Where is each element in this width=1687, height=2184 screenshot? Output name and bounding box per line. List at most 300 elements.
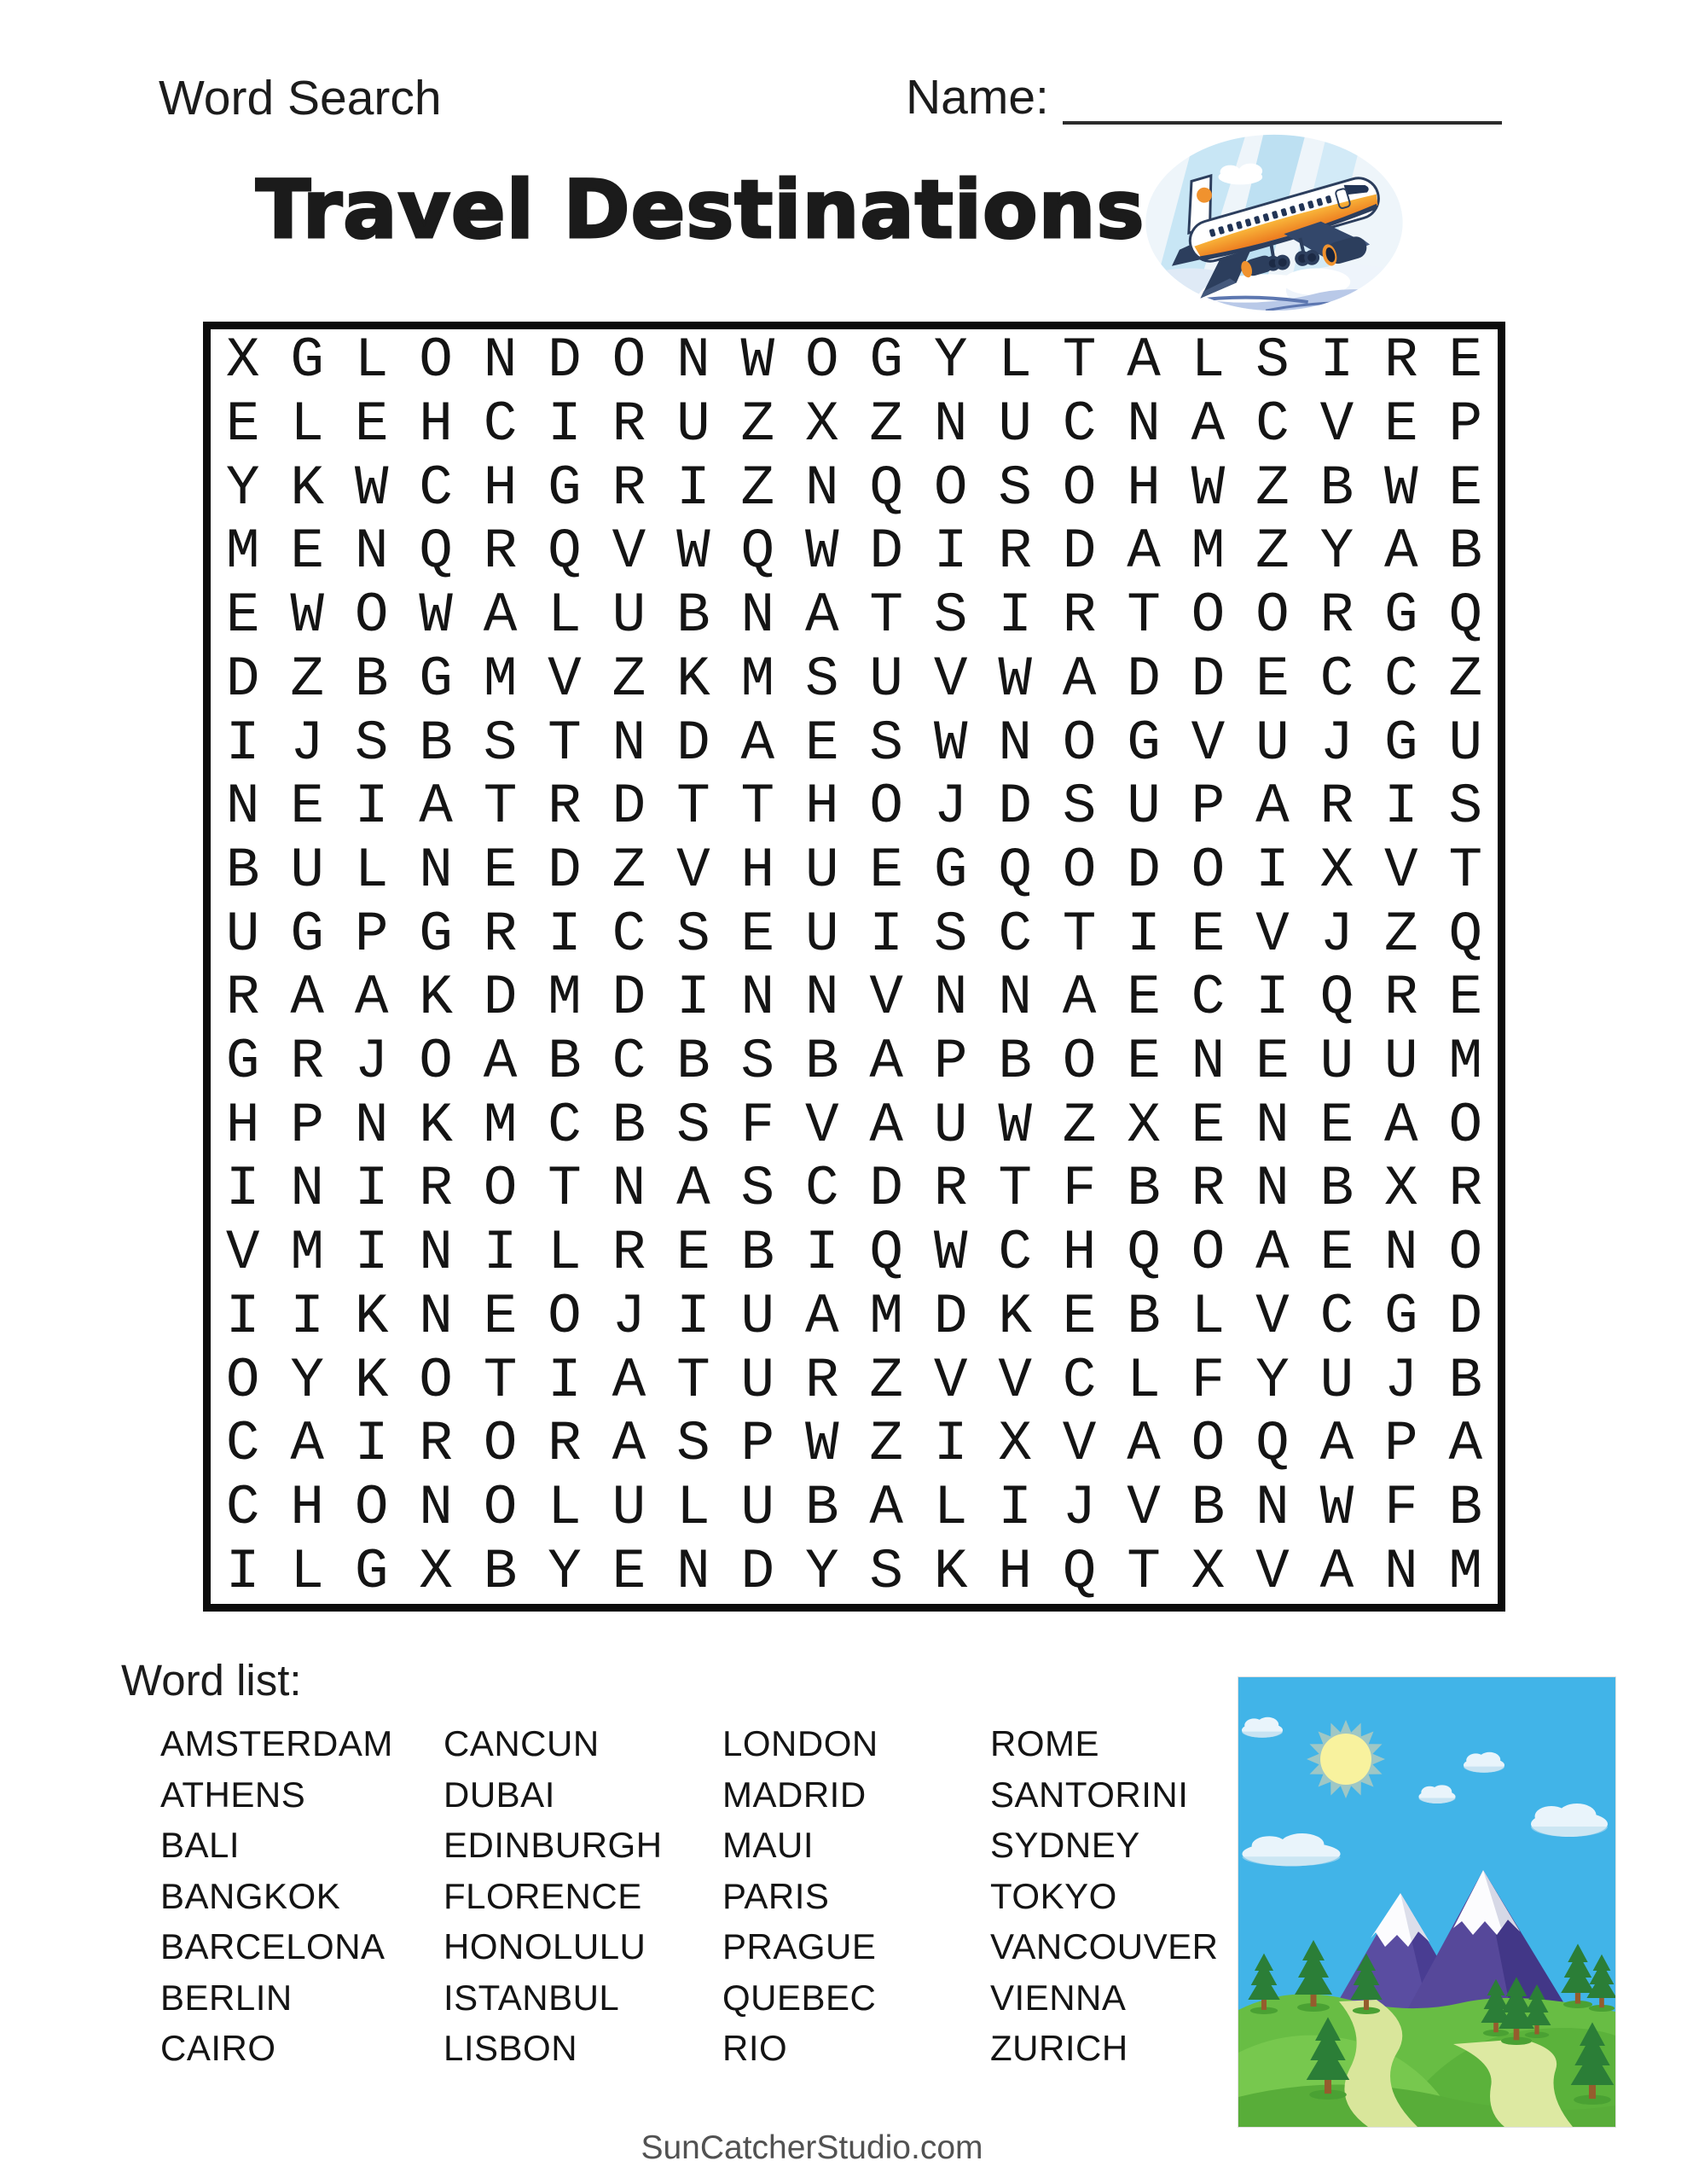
grid-cell[interactable]: A — [1448, 1412, 1483, 1477]
grid-cell[interactable]: Y — [548, 1539, 582, 1604]
grid-cell[interactable]: C — [1191, 966, 1226, 1031]
grid-cell[interactable]: J — [354, 1030, 389, 1095]
grid-cell[interactable]: M — [1448, 1030, 1483, 1095]
grid-cell[interactable]: B — [740, 1221, 775, 1286]
grid-cell[interactable]: V — [804, 1093, 839, 1158]
grid-cell[interactable]: D — [612, 775, 646, 839]
grid-cell[interactable]: T — [1062, 328, 1097, 393]
grid-cell[interactable]: I — [225, 711, 260, 775]
grid-cell[interactable]: V — [1384, 838, 1418, 903]
grid-cell[interactable]: Y — [290, 1348, 324, 1413]
grid-cell[interactable]: M — [1191, 520, 1226, 584]
grid-cell[interactable]: E — [225, 392, 260, 457]
grid-cell[interactable]: B — [612, 1093, 646, 1158]
grid-cell[interactable]: U — [612, 1475, 646, 1540]
grid-cell[interactable]: L — [933, 1475, 968, 1540]
grid-cell[interactable]: R — [612, 1221, 646, 1286]
grid-cell[interactable]: O — [1448, 1221, 1483, 1286]
grid-cell[interactable]: W — [676, 520, 710, 584]
grid-cell[interactable]: L — [998, 328, 1032, 393]
grid-cell[interactable]: P — [740, 1412, 775, 1477]
grid-cell[interactable]: S — [998, 456, 1032, 520]
grid-cell[interactable]: B — [1448, 520, 1483, 584]
grid-cell[interactable]: F — [1062, 1157, 1097, 1222]
grid-cell[interactable]: N — [1384, 1221, 1418, 1286]
grid-cell[interactable]: N — [676, 1539, 710, 1604]
grid-cell[interactable]: G — [354, 1539, 389, 1604]
grid-cell[interactable]: Z — [869, 392, 904, 457]
grid-cell[interactable]: J — [1384, 1348, 1418, 1413]
grid-cell[interactable]: H — [804, 775, 839, 839]
grid-cell[interactable]: U — [225, 902, 260, 967]
grid-cell[interactable]: A — [869, 1093, 904, 1158]
grid-cell[interactable]: G — [933, 838, 968, 903]
grid-cell[interactable]: A — [1062, 966, 1097, 1031]
grid-cell[interactable]: R — [548, 1412, 582, 1477]
grid-cell[interactable]: O — [1191, 838, 1226, 903]
grid-cell[interactable]: D — [869, 1157, 904, 1222]
grid-cell[interactable]: S — [1448, 775, 1483, 839]
grid-cell[interactable]: N — [419, 1475, 453, 1540]
grid-cell[interactable]: O — [869, 775, 904, 839]
grid-cell[interactable]: V — [1255, 1284, 1290, 1349]
grid-cell[interactable]: S — [740, 1157, 775, 1222]
grid-cell[interactable]: L — [1191, 328, 1226, 393]
grid-cell[interactable]: L — [548, 1475, 582, 1540]
grid-cell[interactable]: N — [933, 392, 968, 457]
grid-cell[interactable]: A — [1127, 328, 1161, 393]
grid-cell[interactable]: I — [998, 584, 1032, 648]
grid-cell[interactable]: U — [869, 647, 904, 712]
grid-cell[interactable]: I — [225, 1157, 260, 1222]
grid-cell[interactable]: O — [933, 456, 968, 520]
grid-cell[interactable]: I — [548, 1348, 582, 1413]
grid-cell[interactable]: J — [1319, 711, 1354, 775]
grid-cell[interactable]: C — [612, 902, 646, 967]
grid-cell[interactable]: K — [998, 1284, 1032, 1349]
grid-cell[interactable]: R — [483, 520, 518, 584]
grid-cell[interactable]: V — [1319, 392, 1354, 457]
grid-cell[interactable]: V — [548, 647, 582, 712]
grid-cell[interactable]: B — [548, 1030, 582, 1095]
grid-cell[interactable]: A — [1384, 520, 1418, 584]
grid-cell[interactable]: I — [933, 520, 968, 584]
grid-cell[interactable]: U — [804, 902, 839, 967]
grid-cell[interactable]: Y — [225, 456, 260, 520]
grid-cell[interactable]: I — [548, 902, 582, 967]
grid-cell[interactable]: D — [548, 328, 582, 393]
grid-cell[interactable]: B — [483, 1539, 518, 1604]
grid-cell[interactable]: V — [869, 966, 904, 1031]
grid-cell[interactable]: U — [612, 584, 646, 648]
name-input-line[interactable] — [1063, 70, 1502, 125]
grid-cell[interactable]: O — [419, 1348, 453, 1413]
grid-cell[interactable]: C — [1384, 647, 1418, 712]
grid-cell[interactable]: G — [225, 1030, 260, 1095]
grid-cell[interactable]: N — [1384, 1539, 1418, 1604]
grid-cell[interactable]: E — [1255, 1030, 1290, 1095]
grid-cell[interactable]: E — [804, 711, 839, 775]
grid-cell[interactable]: I — [933, 1412, 968, 1477]
grid-cell[interactable]: N — [998, 711, 1032, 775]
grid-cell[interactable]: X — [804, 392, 839, 457]
grid-cell[interactable]: N — [612, 1157, 646, 1222]
grid-cell[interactable]: G — [548, 456, 582, 520]
grid-cell[interactable]: O — [1191, 584, 1226, 648]
grid-cell[interactable]: R — [1448, 1157, 1483, 1222]
grid-cell[interactable]: U — [1384, 1030, 1418, 1095]
grid-cell[interactable]: X — [225, 328, 260, 393]
grid-cell[interactable]: N — [1191, 1030, 1226, 1095]
grid-cell[interactable]: A — [612, 1348, 646, 1413]
grid-cell[interactable]: Q — [1062, 1539, 1097, 1604]
grid-cell[interactable]: B — [1319, 456, 1354, 520]
grid-cell[interactable]: A — [804, 1284, 839, 1349]
grid-cell[interactable]: A — [676, 1157, 710, 1222]
grid-cell[interactable]: S — [676, 902, 710, 967]
grid-cell[interactable]: H — [998, 1539, 1032, 1604]
grid-cell[interactable]: E — [740, 902, 775, 967]
grid-cell[interactable]: M — [1448, 1539, 1483, 1604]
grid-cell[interactable]: X — [1127, 1093, 1161, 1158]
grid-cell[interactable]: S — [804, 647, 839, 712]
grid-cell[interactable]: W — [1191, 456, 1226, 520]
grid-cell[interactable]: N — [1255, 1157, 1290, 1222]
grid-cell[interactable]: R — [419, 1412, 453, 1477]
grid-cell[interactable]: V — [1255, 1539, 1290, 1604]
grid-cell[interactable]: X — [998, 1412, 1032, 1477]
grid-cell[interactable]: Q — [1255, 1412, 1290, 1477]
grid-cell[interactable]: H — [1062, 1221, 1097, 1286]
grid-cell[interactable]: D — [676, 711, 710, 775]
grid-cell[interactable]: T — [740, 775, 775, 839]
grid-cell[interactable]: H — [483, 456, 518, 520]
grid-cell[interactable]: Q — [1127, 1221, 1161, 1286]
grid-cell[interactable]: B — [1448, 1475, 1483, 1540]
grid-cell[interactable]: Z — [1384, 902, 1418, 967]
grid-cell[interactable]: H — [419, 392, 453, 457]
grid-cell[interactable]: Z — [1448, 647, 1483, 712]
grid-cell[interactable]: W — [933, 711, 968, 775]
grid-cell[interactable]: V — [225, 1221, 260, 1286]
grid-cell[interactable]: O — [1255, 584, 1290, 648]
grid-cell[interactable]: C — [225, 1412, 260, 1477]
grid-cell[interactable]: D — [1127, 647, 1161, 712]
grid-cell[interactable]: E — [1384, 392, 1418, 457]
grid-cell[interactable]: O — [225, 1348, 260, 1413]
grid-cell[interactable]: D — [548, 838, 582, 903]
grid-cell[interactable]: B — [354, 647, 389, 712]
grid-cell[interactable]: Z — [869, 1348, 904, 1413]
grid-cell[interactable]: Y — [933, 328, 968, 393]
grid-cell[interactable]: O — [354, 1475, 389, 1540]
grid-cell[interactable]: O — [1191, 1221, 1226, 1286]
grid-cell[interactable]: Q — [998, 838, 1032, 903]
grid-cell[interactable]: E — [1255, 647, 1290, 712]
grid-cell[interactable]: I — [804, 1221, 839, 1286]
grid-cell[interactable]: A — [1255, 1221, 1290, 1286]
grid-cell[interactable]: E — [290, 520, 324, 584]
grid-cell[interactable]: O — [804, 328, 839, 393]
grid-cell[interactable]: W — [290, 584, 324, 648]
grid-cell[interactable]: B — [1191, 1475, 1226, 1540]
grid-cell[interactable]: A — [1319, 1412, 1354, 1477]
grid-cell[interactable]: I — [225, 1539, 260, 1604]
grid-cell[interactable]: E — [1448, 456, 1483, 520]
grid-cell[interactable]: D — [1127, 838, 1161, 903]
grid-cell[interactable]: I — [1255, 838, 1290, 903]
grid-cell[interactable]: Z — [869, 1412, 904, 1477]
grid-cell[interactable]: P — [1191, 775, 1226, 839]
grid-cell[interactable]: E — [290, 775, 324, 839]
grid-cell[interactable]: Z — [1255, 456, 1290, 520]
grid-cell[interactable]: Q — [1448, 584, 1483, 648]
grid-cell[interactable]: A — [1127, 1412, 1161, 1477]
grid-cell[interactable]: R — [998, 520, 1032, 584]
grid-cell[interactable]: T — [676, 1348, 710, 1413]
grid-cell[interactable]: N — [804, 456, 839, 520]
grid-cell[interactable]: I — [869, 902, 904, 967]
grid-cell[interactable]: O — [548, 1284, 582, 1349]
grid-cell[interactable]: A — [869, 1030, 904, 1095]
grid-cell[interactable]: W — [804, 1412, 839, 1477]
grid-cell[interactable]: K — [354, 1284, 389, 1349]
grid-cell[interactable]: W — [1384, 456, 1418, 520]
grid-cell[interactable]: C — [483, 392, 518, 457]
grid-cell[interactable]: V — [1191, 711, 1226, 775]
grid-cell[interactable]: R — [548, 775, 582, 839]
grid-cell[interactable]: Q — [1319, 966, 1354, 1031]
grid-cell[interactable]: A — [483, 584, 518, 648]
grid-cell[interactable]: B — [804, 1030, 839, 1095]
grid-cell[interactable]: E — [1448, 328, 1483, 393]
grid-cell[interactable]: A — [740, 711, 775, 775]
grid-cell[interactable]: V — [933, 647, 968, 712]
grid-cell[interactable]: R — [1062, 584, 1097, 648]
grid-cell[interactable]: R — [804, 1348, 839, 1413]
grid-cell[interactable]: B — [225, 838, 260, 903]
grid-cell[interactable]: E — [1191, 1093, 1226, 1158]
grid-cell[interactable]: M — [290, 1221, 324, 1286]
grid-cell[interactable]: S — [483, 711, 518, 775]
grid-cell[interactable]: U — [1127, 775, 1161, 839]
grid-cell[interactable]: W — [354, 456, 389, 520]
grid-cell[interactable]: W — [998, 647, 1032, 712]
grid-cell[interactable]: C — [804, 1157, 839, 1222]
grid-cell[interactable]: T — [548, 711, 582, 775]
grid-cell[interactable]: J — [612, 1284, 646, 1349]
grid-cell[interactable]: J — [933, 775, 968, 839]
grid-cell[interactable]: Q — [869, 456, 904, 520]
grid-cell[interactable]: F — [1384, 1475, 1418, 1540]
grid-cell[interactable]: W — [1319, 1475, 1354, 1540]
grid-cell[interactable]: Z — [612, 838, 646, 903]
grid-cell[interactable]: E — [483, 1284, 518, 1349]
grid-cell[interactable]: Q — [1448, 902, 1483, 967]
grid-cell[interactable]: I — [548, 392, 582, 457]
grid-cell[interactable]: A — [1127, 520, 1161, 584]
grid-cell[interactable]: I — [1255, 966, 1290, 1031]
grid-cell[interactable]: R — [1384, 966, 1418, 1031]
grid-cell[interactable]: C — [612, 1030, 646, 1095]
grid-cell[interactable]: M — [483, 647, 518, 712]
grid-cell[interactable]: D — [998, 775, 1032, 839]
grid-cell[interactable]: I — [1384, 775, 1418, 839]
grid-cell[interactable]: I — [354, 1157, 389, 1222]
grid-cell[interactable]: Z — [290, 647, 324, 712]
grid-cell[interactable]: E — [1191, 902, 1226, 967]
grid-cell[interactable]: S — [933, 902, 968, 967]
grid-cell[interactable]: V — [676, 838, 710, 903]
grid-cell[interactable]: H — [290, 1475, 324, 1540]
grid-cell[interactable]: T — [483, 1348, 518, 1413]
grid-cell[interactable]: C — [1319, 647, 1354, 712]
grid-cell[interactable]: B — [1127, 1284, 1161, 1349]
grid-cell[interactable]: U — [740, 1348, 775, 1413]
grid-cell[interactable]: N — [676, 328, 710, 393]
grid-cell[interactable]: U — [1255, 711, 1290, 775]
grid-cell[interactable]: J — [290, 711, 324, 775]
grid-cell[interactable]: L — [1191, 1284, 1226, 1349]
grid-cell[interactable]: U — [1319, 1030, 1354, 1095]
grid-cell[interactable]: S — [933, 584, 968, 648]
grid-cell[interactable]: N — [483, 328, 518, 393]
grid-cell[interactable]: D — [1448, 1284, 1483, 1349]
grid-cell[interactable]: K — [933, 1539, 968, 1604]
grid-cell[interactable]: T — [548, 1157, 582, 1222]
grid-cell[interactable]: T — [998, 1157, 1032, 1222]
grid-cell[interactable]: I — [354, 775, 389, 839]
grid-cell[interactable]: V — [933, 1348, 968, 1413]
grid-cell[interactable]: E — [869, 838, 904, 903]
grid-cell[interactable]: I — [290, 1284, 324, 1349]
grid-cell[interactable]: F — [740, 1093, 775, 1158]
grid-cell[interactable]: N — [290, 1157, 324, 1222]
grid-cell[interactable]: R — [1319, 584, 1354, 648]
grid-cell[interactable]: S — [869, 711, 904, 775]
grid-cell[interactable]: L — [676, 1475, 710, 1540]
grid-cell[interactable]: D — [483, 966, 518, 1031]
grid-cell[interactable]: G — [419, 902, 453, 967]
grid-cell[interactable]: B — [419, 711, 453, 775]
grid-cell[interactable]: E — [1127, 966, 1161, 1031]
grid-cell[interactable]: O — [1062, 456, 1097, 520]
grid-cell[interactable]: U — [740, 1475, 775, 1540]
grid-cell[interactable]: T — [1062, 902, 1097, 967]
grid-cell[interactable]: R — [290, 1030, 324, 1095]
grid-cell[interactable]: N — [419, 1284, 453, 1349]
grid-cell[interactable]: S — [354, 711, 389, 775]
grid-cell[interactable]: A — [290, 966, 324, 1031]
grid-cell[interactable]: V — [612, 520, 646, 584]
grid-cell[interactable]: B — [1127, 1157, 1161, 1222]
grid-cell[interactable]: W — [740, 328, 775, 393]
grid-cell[interactable]: P — [290, 1093, 324, 1158]
grid-cell[interactable]: N — [354, 1093, 389, 1158]
grid-cell[interactable]: O — [483, 1412, 518, 1477]
grid-cell[interactable]: A — [1255, 775, 1290, 839]
grid-cell[interactable]: A — [1191, 392, 1226, 457]
grid-cell[interactable]: M — [740, 647, 775, 712]
grid-cell[interactable]: N — [1255, 1093, 1290, 1158]
grid-cell[interactable]: G — [1384, 584, 1418, 648]
grid-cell[interactable]: A — [419, 775, 453, 839]
grid-cell[interactable]: E — [1062, 1284, 1097, 1349]
grid-cell[interactable]: G — [1127, 711, 1161, 775]
grid-cell[interactable]: D — [933, 1284, 968, 1349]
grid-cell[interactable]: N — [933, 966, 968, 1031]
grid-cell[interactable]: W — [933, 1221, 968, 1286]
grid-cell[interactable]: A — [483, 1030, 518, 1095]
grid-cell[interactable]: M — [483, 1093, 518, 1158]
grid-cell[interactable]: E — [1127, 1030, 1161, 1095]
grid-cell[interactable]: B — [1448, 1348, 1483, 1413]
grid-cell[interactable]: B — [998, 1030, 1032, 1095]
grid-cell[interactable]: P — [933, 1030, 968, 1095]
grid-cell[interactable]: M — [548, 966, 582, 1031]
grid-cell[interactable]: Z — [740, 392, 775, 457]
grid-cell[interactable]: D — [225, 647, 260, 712]
grid-cell[interactable]: H — [225, 1093, 260, 1158]
grid-cell[interactable]: Q — [419, 520, 453, 584]
grid-cell[interactable]: E — [1319, 1221, 1354, 1286]
grid-cell[interactable]: U — [1319, 1348, 1354, 1413]
grid-cell[interactable]: C — [1062, 1348, 1097, 1413]
grid-cell[interactable]: X — [1319, 838, 1354, 903]
grid-cell[interactable]: U — [290, 838, 324, 903]
grid-cell[interactable]: Q — [869, 1221, 904, 1286]
grid-cell[interactable]: I — [1319, 328, 1354, 393]
grid-cell[interactable]: O — [1191, 1412, 1226, 1477]
word-search-grid[interactable] — [203, 322, 1505, 1612]
grid-cell[interactable]: E — [1319, 1093, 1354, 1158]
grid-cell[interactable]: B — [1319, 1157, 1354, 1222]
grid-cell[interactable]: N — [354, 520, 389, 584]
grid-cell[interactable]: K — [354, 1348, 389, 1413]
grid-cell[interactable]: R — [1384, 328, 1418, 393]
grid-cell[interactable]: N — [419, 1221, 453, 1286]
grid-cell[interactable]: R — [1191, 1157, 1226, 1222]
grid-cell[interactable]: O — [1062, 1030, 1097, 1095]
grid-cell[interactable]: R — [1319, 775, 1354, 839]
grid-cell[interactable]: K — [419, 966, 453, 1031]
grid-cell[interactable]: X — [419, 1539, 453, 1604]
grid-cell[interactable]: M — [869, 1284, 904, 1349]
grid-cell[interactable]: I — [354, 1412, 389, 1477]
grid-cell[interactable]: A — [1319, 1539, 1354, 1604]
grid-cell[interactable]: J — [1062, 1475, 1097, 1540]
grid-cell[interactable]: P — [1448, 392, 1483, 457]
grid-cell[interactable]: B — [804, 1475, 839, 1540]
grid-cell[interactable]: L — [354, 328, 389, 393]
grid-cell[interactable]: K — [419, 1093, 453, 1158]
grid-cell[interactable]: D — [869, 520, 904, 584]
grid-cell[interactable]: C — [225, 1475, 260, 1540]
grid-cell[interactable]: V — [1255, 902, 1290, 967]
grid-cell[interactable]: G — [290, 328, 324, 393]
grid-cell[interactable]: I — [483, 1221, 518, 1286]
grid-cell[interactable]: Z — [1062, 1093, 1097, 1158]
grid-cell[interactable]: Y — [1255, 1348, 1290, 1413]
grid-cell[interactable]: E — [483, 838, 518, 903]
grid-cell[interactable]: A — [1062, 647, 1097, 712]
grid-cell[interactable]: W — [998, 1093, 1032, 1158]
grid-cell[interactable]: L — [290, 392, 324, 457]
grid-cell[interactable]: C — [1255, 392, 1290, 457]
grid-cell[interactable]: S — [676, 1412, 710, 1477]
grid-cell[interactable]: B — [676, 1030, 710, 1095]
grid-cell[interactable]: V — [998, 1348, 1032, 1413]
